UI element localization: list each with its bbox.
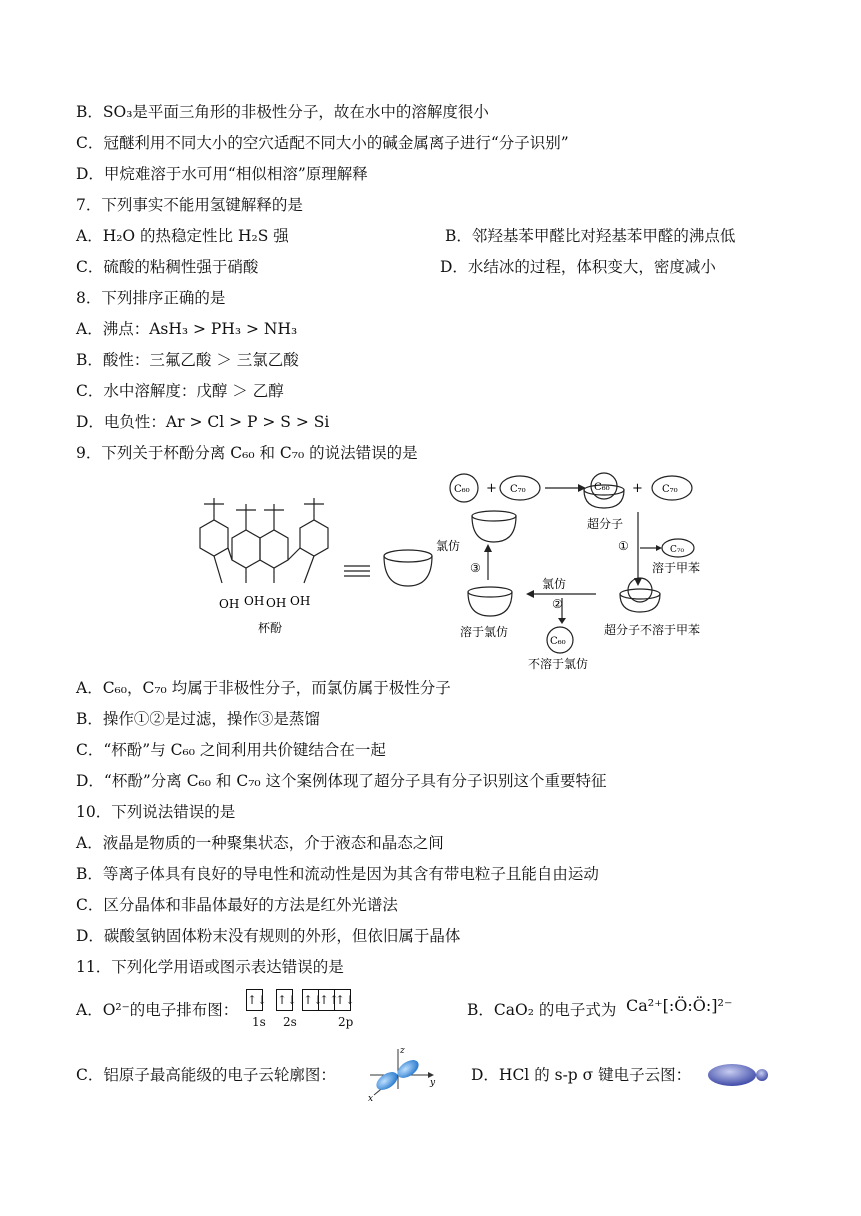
- bowl-icon: [472, 511, 516, 542]
- svg-text:②: ②: [552, 597, 563, 611]
- svg-text:氯仿: 氯仿: [542, 577, 567, 591]
- dissolved-chloroform-label: 溶于氯仿: [460, 625, 509, 639]
- svg-text:C₇₀: C₇₀: [662, 484, 678, 495]
- p-orbital-cloud-icon: [360, 1045, 440, 1105]
- bowl-icon: [468, 587, 512, 616]
- svg-text:C₆₀: C₆₀: [454, 484, 470, 495]
- question-11: 11．下列化学用语或图示表达错误的是: [76, 958, 344, 976]
- q10-option-a: A．液晶是物质的一种聚集状态，介于液态和晶态之间: [76, 834, 444, 852]
- cao2-electron-formula: Ca²⁺[:Ö:Ö:]²⁻: [626, 996, 733, 1015]
- svg-text:C₆₀: C₆₀: [594, 482, 610, 493]
- orbital-box: ↑↓: [246, 989, 263, 1011]
- svg-text:+: +: [632, 481, 643, 496]
- svg-text:C₇₀: C₇₀: [510, 484, 526, 495]
- svg-text:z: z: [400, 1046, 405, 1056]
- option-d-methane: D．甲烷难溶于水可用“相似相溶”原理解释: [76, 165, 368, 183]
- oh-label: OH: [266, 596, 287, 610]
- calixarene-separation-diagram: [0, 468, 861, 678]
- supramolecule: [620, 578, 660, 612]
- q10-option-c: C．区分晶体和非晶体最好的方法是红外光谱法: [76, 896, 398, 914]
- question-10: 10．下列说法错误的是: [76, 803, 236, 821]
- orbital-box: ↑↓: [334, 989, 351, 1011]
- insoluble-chloroform-label: 不溶于氯仿: [528, 657, 589, 671]
- q11-option-d: D．HCl 的 s-p σ 键电子云图：: [471, 1066, 692, 1084]
- svg-text:氯仿: 氯仿: [436, 539, 461, 553]
- orbital-label: 2s: [283, 1015, 297, 1029]
- q9-option-b: B．操作①②是过滤，操作③是蒸馏: [76, 710, 320, 728]
- svg-text:C₇₀: C₇₀: [670, 545, 685, 555]
- q9-option-d: D．“杯酚”分离 C₆₀ 和 C₇₀ 这个案例体现了超分子具有分子识别这个重要特征: [76, 772, 607, 790]
- q10-option-b: B．等离子体具有良好的导电性和流动性是因为其含有带电粒子且能自由运动: [76, 865, 599, 883]
- q9-option-c: C．“杯酚”与 C₆₀ 之间利用共价键结合在一起: [76, 741, 386, 759]
- svg-text:③: ③: [470, 561, 481, 575]
- svg-text:+: +: [486, 481, 497, 496]
- q8-option-a: A．沸点：AsH₃ > PH₃ > NH₃: [76, 320, 298, 338]
- q11-option-a: A．O²⁻的电子排布图：: [76, 1001, 239, 1019]
- q11-option-c: C．铝原子最高能级的电子云轮廓图：: [76, 1066, 336, 1084]
- q7-option-a: A．H₂O 的热稳定性比 H₂S 强: [76, 227, 289, 245]
- oh-label: OH: [290, 594, 311, 608]
- q8-option-b: B．酸性：三氟乙酸 ＞ 三氯乙酸: [76, 351, 299, 369]
- q7-option-c: C．硫酸的粘稠性强于硝酸: [76, 258, 259, 276]
- q8-option-c: C．水中溶解度：戊醇 ＞ 乙醇: [76, 382, 284, 400]
- oh-label: OH: [244, 594, 265, 608]
- orbital-diagram: [247, 989, 356, 1011]
- orbital-box: ↑↑: [318, 989, 335, 1011]
- equivalent-sign: [344, 566, 370, 576]
- q7-option-d: D．水结冰的过程，体积变大，密度减小: [440, 258, 716, 276]
- svg-text:x: x: [368, 1094, 374, 1104]
- oh-label: OH: [219, 597, 240, 611]
- option-c-crown-ether: C．冠醚利用不同大小的空穴适配不同大小的碱金属离子进行“分子识别”: [76, 134, 569, 152]
- q10-option-d: D．碳酸氢钠固体粉末没有规则的外形，但依旧属于晶体: [76, 927, 461, 945]
- svg-text:y: y: [430, 1078, 436, 1088]
- question-7: 7．下列事实不能用氢键解释的是: [76, 196, 303, 214]
- option-b-so3: B．SO₃是平面三角形的非极性分子，故在水中的溶解度很小: [76, 103, 489, 121]
- supramolecule-label: 超分子: [587, 517, 624, 531]
- sp-sigma-bond-cloud-icon: [704, 1060, 774, 1090]
- orbital-box: ↑↓: [276, 989, 293, 1011]
- q9-option-a: A．C₆₀，C₇₀ 均属于非极性分子，而氯仿属于极性分子: [76, 679, 451, 697]
- dissolved-toluene-label: 溶于甲苯: [652, 561, 701, 575]
- bowl-icon: [384, 550, 432, 586]
- question-8: 8．下列排序正确的是: [76, 289, 226, 307]
- orbital-label: 1s: [252, 1015, 266, 1029]
- calixarene-structure: [200, 498, 328, 583]
- q11-option-b: B．CaO₂ 的电子式为: [467, 1001, 617, 1019]
- super-insoluble-label: 超分子不溶于甲苯: [604, 623, 701, 637]
- question-9: 9．下列关于杯酚分离 C₆₀ 和 C₇₀ 的说法错误的是: [76, 444, 418, 462]
- calixarene-label: 杯酚: [258, 621, 283, 635]
- q7-option-b: B．邻羟基苯甲醛比对羟基苯甲醛的沸点低: [445, 227, 736, 245]
- orbital-label: 2p: [338, 1015, 354, 1029]
- q8-option-d: D．电负性：Ar > Cl > P > S > Si: [76, 413, 330, 431]
- orbital-box: ↑↓: [302, 989, 319, 1011]
- svg-text:C₆₀: C₆₀: [550, 636, 566, 647]
- svg-text:①: ①: [618, 539, 629, 553]
